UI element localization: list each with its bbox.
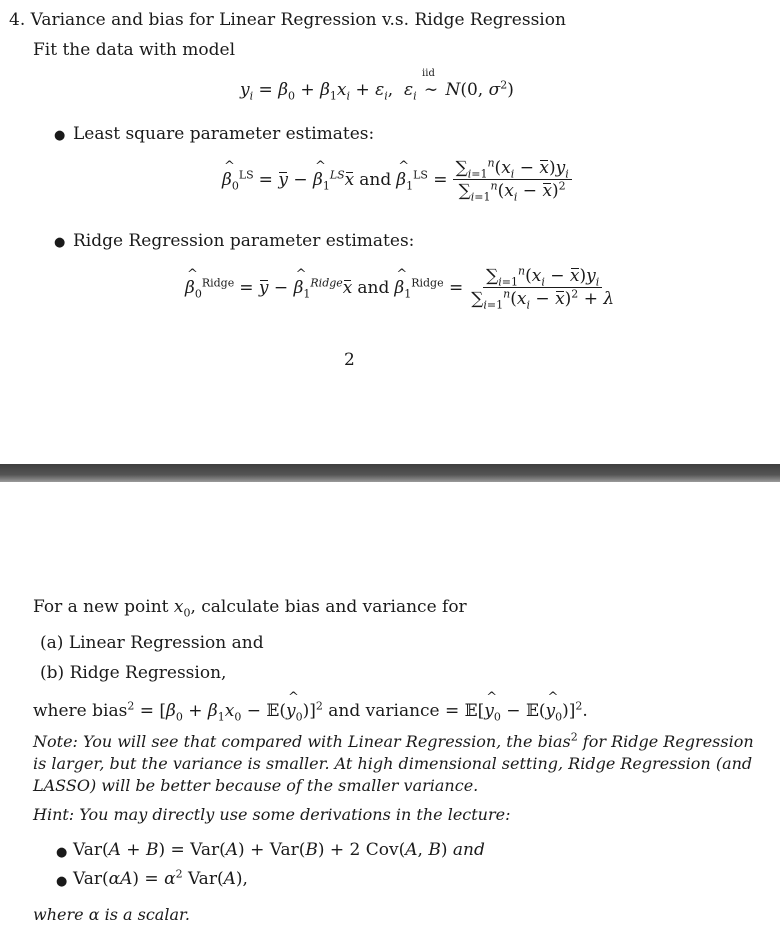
ridge-label-2: Ridge [411,275,444,289]
hint-line: Hint: You may directly use some derivations in the lecture: [33,805,511,824]
ls-bullet-text: Least square parameter estimates: [73,124,375,144]
ridge-bullet-text: Ridge Regression parameter estimates: [73,231,415,251]
item-a-marker: (a) [40,633,64,653]
ridge-fraction: $\frac{\sum_{i=1}^n(x_i - x)y_i}{\sum_{i=1}^n(x_i - x)^2 + \lambda}$ [471,264,615,312]
bullet-ls: ● [54,128,66,143]
ridge-label-0: Ridge [201,275,235,289]
ridge-label-1: Ridge [310,275,343,289]
var-sum-identity: Var(A + B) = Var(A) + Var(B) + 2 Cov(A, B) and [73,840,485,860]
bullet-ridge: ● [54,235,66,250]
scalar-tail: is a scalar. [104,905,190,924]
page-number: 2 [344,350,355,370]
page-divider [0,464,780,482]
item-a-text: Linear Regression and [68,633,264,653]
note-line-2: is larger, but the variance is smaller. At high dimensional setting, Ridge Regression (and [33,754,753,773]
var-scale-identity: $Var(\alpha A) = \alpha^2$ Var(A), [73,867,248,889]
note-line-3: LASSO) will be better because of the smaller variance. [33,776,479,795]
note-text-1: You will see that compared with Linear Regression, the bias [83,732,571,751]
ls-equation: ^ $\beta_0^{LS}$ = y − ^ $\beta_1^{LS}x$ and ^ $\beta_1^{LS}$ = $\frac{\sum_{i=1}^n(x_i - x)y_i}{\sum_{i=1}^n(x_i - x)^2}$ [222,158,572,201]
new-point-tail: , calculate bias and variance for [190,597,467,617]
list-item-a [40,633,264,653]
problem-heading [9,10,566,30]
ls-fraction: $\frac{\sum_{i=1}^n(x_i - x)y_i}{\sum_{i=1}^n(x_i - x)^2}$ [453,158,572,201]
where-bias-text: where bias [33,701,128,721]
new-point-lead: For a new point [33,597,169,617]
bullet-var-sum: ● [56,845,68,860]
and-text-2: and [357,277,390,298]
ls-label-0: LS [238,167,254,181]
model-equation: $y_i = \beta_0 + \beta_1x_i + \varepsilon_i$, $\varepsilon_i$ ∼ iid N(0, $\sigma^2$) [240,68,514,103]
scalar-note: where α is a scalar. [33,905,190,924]
ridge-equation: ^ $\beta_0^{Ridge}$ = y − ^ $\beta_1^{Ridge}x$ and ^ $\beta_1^{Ridge}$ = $\frac{\sum_{i=1}^n(x_i - x)y_i}{\sum_{i=1}^n(x_i - x)^2 + \lambda}$ [185,266,617,309]
note-line-1: Note: You will see that compared with Linear Regression, the bias$^2$ for Ridge Regression [33,730,754,751]
model-intro: Fit the data with model [33,40,236,60]
note-label: Note: [33,732,78,751]
ls-label-2: LS [413,167,428,181]
ls-label-1: LS [329,167,345,181]
problem-title: Variance and bias for Linear Regression v.s. Ridge Regression [30,10,566,30]
scalar-where: where [33,905,84,924]
iid-label: iid [422,68,435,79]
and-text-1: and [359,169,392,190]
bullet-var-scale: ● [56,874,68,889]
hint-and-text: and [452,840,485,860]
item-b-marker: (b) [40,663,65,683]
new-point-line: For a new point $x_0$, calculate bias and variance for [33,597,467,620]
problem-number: 4. [9,10,26,30]
note-text-1-tail: for Ridge Regression [582,732,754,751]
list-item-b [40,663,226,683]
item-b-text: Ridge Regression, [69,663,227,683]
bias-variance-definition: where bias$^2$ = [$\beta_0 + \beta_1x_0$ − 𝔼(^ $y_0)]^2$ and variance = 𝔼[^ $y_0$ − 𝔼(^ $y_0)]^2$. [33,701,588,721]
and-variance-text: and variance [328,701,440,721]
